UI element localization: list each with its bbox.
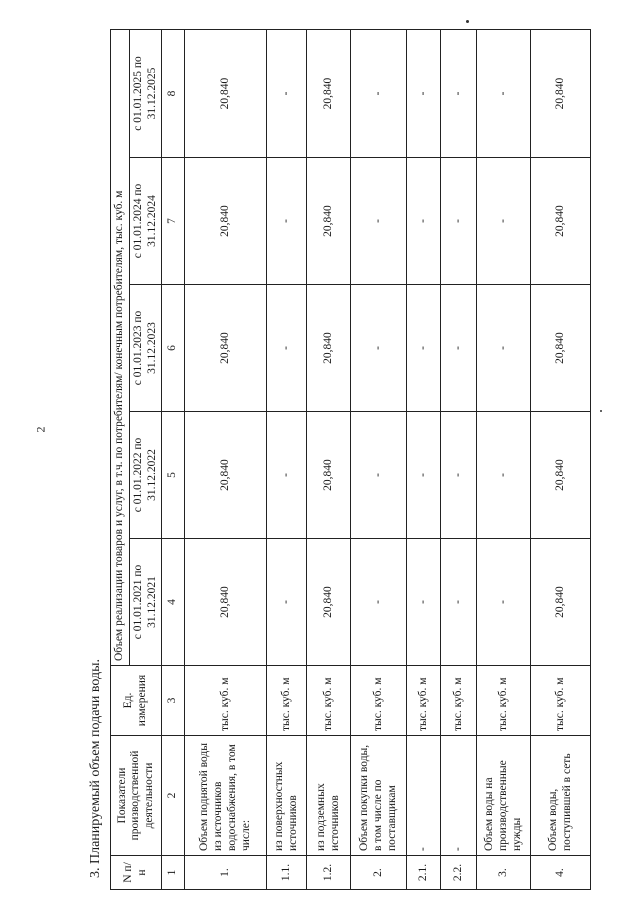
- row-value: -: [441, 158, 477, 285]
- row-number: 2.2.: [441, 856, 477, 890]
- row-value: -: [351, 539, 407, 666]
- row-value: -: [267, 158, 307, 285]
- row-value: -: [407, 539, 441, 666]
- row-value: 20,840: [531, 29, 591, 157]
- row-value: 20,840: [531, 285, 591, 412]
- row-value: 20,840: [185, 158, 267, 285]
- row-value: -: [407, 29, 441, 157]
- water-supply-table: [110, 29, 591, 890]
- row-value: 20,840: [531, 158, 591, 285]
- row-value: 20,840: [185, 285, 267, 412]
- row-indicator: из поверхностных источников: [267, 736, 307, 856]
- row-number: 3.: [477, 856, 531, 890]
- row-number: 1.2.: [307, 856, 351, 890]
- row-value: 20,840: [185, 539, 267, 666]
- header-indicator: Показатели производственной деятельности: [111, 736, 162, 856]
- header-period: с 01.01.2021 по 31.12.2021: [129, 539, 162, 666]
- row-value: -: [351, 29, 407, 157]
- row-indicator: Объем воды на производственные нужды: [477, 736, 531, 856]
- row-value: -: [267, 285, 307, 412]
- row-number: 4.: [531, 856, 591, 890]
- header-period: с 01.01.2022 по 31.12.2022: [129, 412, 162, 539]
- row-unit: тыс. куб. м: [307, 666, 351, 736]
- row-indicator: Объем воды, поступившей в сеть: [531, 736, 591, 856]
- row-unit: тыс. куб. м: [477, 666, 531, 736]
- row-value: -: [477, 29, 531, 157]
- row-unit: тыс. куб. м: [531, 666, 591, 736]
- table-row: [351, 29, 407, 889]
- header-volume-group: Объем реализации товаров и услуг, в т.ч. по потребителям/ конечным потребителям, тыс. куб. м: [111, 29, 130, 665]
- scan-speck: [466, 20, 469, 23]
- row-unit: тыс. куб. м: [185, 666, 267, 736]
- row-value: 20,840: [307, 412, 351, 539]
- row-unit: тыс. куб. м: [267, 666, 307, 736]
- row-value: -: [407, 412, 441, 539]
- column-number: 8: [162, 29, 185, 157]
- row-value: -: [441, 412, 477, 539]
- column-number: 6: [162, 285, 185, 412]
- row-number: 1.1.: [267, 856, 307, 890]
- row-indicator: Объем поднятой воды из источников водоснабжения, в том числе:: [185, 736, 267, 856]
- row-number: 2.: [351, 856, 407, 890]
- column-number: 1: [162, 856, 185, 890]
- table-row: [407, 29, 441, 889]
- row-number: 1.: [185, 856, 267, 890]
- row-value: -: [441, 29, 477, 157]
- row-value: 20,840: [185, 29, 267, 157]
- row-value: -: [441, 285, 477, 412]
- table-row: [531, 29, 591, 889]
- rotated-page-content: [90, 30, 610, 890]
- row-value: -: [351, 412, 407, 539]
- header-period: с 01.01.2025 по 31.12.2025: [129, 29, 162, 157]
- row-value: 20,840: [185, 412, 267, 539]
- header-unit: Ед. измерения: [111, 666, 162, 736]
- column-number: 2: [162, 736, 185, 856]
- table-row: [477, 29, 531, 889]
- row-value: -: [407, 285, 441, 412]
- column-number: 3: [162, 666, 185, 736]
- row-value: 20,840: [307, 539, 351, 666]
- section-title: 3. Планируемый объем подачи воды.: [88, 658, 103, 878]
- header-period: с 01.01.2023 по 31.12.2023: [129, 285, 162, 412]
- row-value: -: [477, 412, 531, 539]
- row-value: 20,840: [307, 29, 351, 157]
- row-unit: тыс. куб. м: [407, 666, 441, 736]
- row-value: -: [407, 158, 441, 285]
- row-indicator: из подземных источников: [307, 736, 351, 856]
- column-number: 7: [162, 158, 185, 285]
- row-value: -: [477, 285, 531, 412]
- row-value: -: [267, 29, 307, 157]
- row-value: -: [267, 412, 307, 539]
- row-number: 2.1.: [407, 856, 441, 890]
- row-indicator: -: [441, 736, 477, 856]
- row-value: -: [267, 539, 307, 666]
- table-row: [185, 29, 267, 889]
- row-value: 20,840: [531, 412, 591, 539]
- row-unit: тыс. куб. м: [351, 666, 407, 736]
- row-value: 20,840: [307, 285, 351, 412]
- header-period: с 01.01.2024 по 31.12.2024: [129, 158, 162, 285]
- row-value: -: [441, 539, 477, 666]
- row-unit: тыс. куб. м: [441, 666, 477, 736]
- page-number: 2: [33, 426, 48, 433]
- row-value: -: [477, 158, 531, 285]
- row-value: -: [351, 158, 407, 285]
- row-value: 20,840: [307, 158, 351, 285]
- header-num: N п/н: [111, 856, 162, 890]
- column-number: 5: [162, 412, 185, 539]
- table-row: [441, 29, 477, 889]
- row-indicator: -: [407, 736, 441, 856]
- row-value: -: [477, 539, 531, 666]
- row-value: -: [351, 285, 407, 412]
- row-indicator: Объем покупки воды, в том числе по поставщикам: [351, 736, 407, 856]
- row-value: 20,840: [531, 539, 591, 666]
- table-row: [267, 29, 307, 889]
- column-number: 4: [162, 539, 185, 666]
- table-row: [307, 29, 351, 889]
